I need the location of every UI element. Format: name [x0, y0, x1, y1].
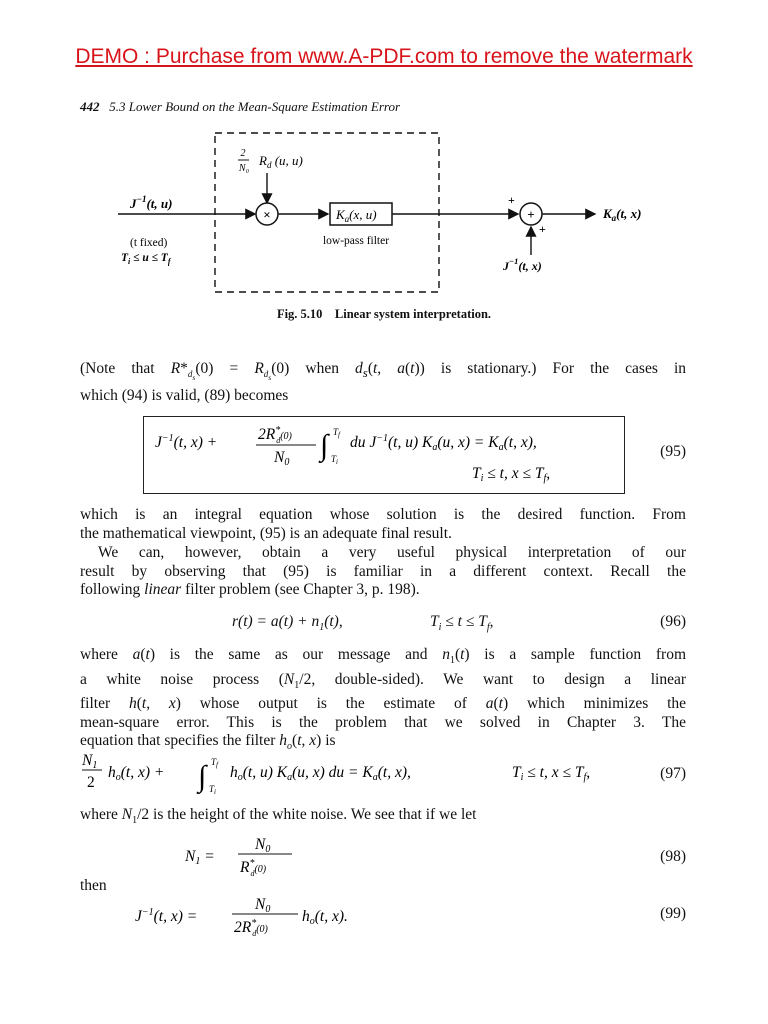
- paragraph-interpretation-line1: We can, however, obtain a very useful physical interpretation of our: [98, 544, 686, 561]
- svg-text:N1 =: N1 =: [185, 848, 215, 867]
- section-title: 5.3 Lower Bound on the Mean-Square Estimation Error: [109, 99, 401, 114]
- paragraph-integral-line1: which is an integral equation whose solution is the desired function. From: [80, 506, 686, 523]
- paragraph-integral: [80, 506, 686, 543]
- equation-99-number: (99): [660, 905, 686, 922]
- block-diagram: [0, 120, 768, 305]
- filter-label: $K_a(x$, u): [336, 207, 377, 224]
- svg-text:Ti ≤ t, x ≤ Tf,: Ti ≤ t, x ≤ Tf,: [512, 764, 591, 783]
- svg-text:2R*d(0): 2R* $d^{(0)}$: [234, 918, 268, 938]
- range-label: $T_i \le u \le T_f$: [121, 252, 171, 266]
- watermark-link[interactable]: DEMO : Purchase from www.A-PDF.com to remove the watermark: [75, 45, 693, 68]
- svg-text:Ti: $T_i$: [331, 454, 338, 466]
- equation-98: [180, 832, 320, 882]
- svg-text:J−1(t, x) +: $J^{-1}(t$, x) +: [155, 433, 218, 451]
- equation-96-number: (96): [660, 613, 686, 630]
- equation-97-number: (97): [660, 765, 686, 782]
- summer-plus-bottom: +: [539, 222, 546, 236]
- dashed-boundary: [215, 133, 439, 292]
- svg-text:N1: N1: [82, 752, 98, 771]
- running-header: [80, 99, 400, 115]
- summer-plus-top: +: [508, 193, 515, 207]
- equation-97: [80, 748, 640, 798]
- paragraph-integral-line2: the mathematical viewpoint, (95) is an adequate final result.: [80, 524, 452, 542]
- equation-99: [130, 892, 390, 942]
- svg-text:N0: N0: [274, 449, 290, 468]
- svg-text:du J−1(t, u) Ka(u, x) = Ka(t,: du $J^{-1}(t$, u) Ka(u, x) = Ka(t, x),: [350, 433, 537, 453]
- equation-96-range: $T_i \le t \le T_f$,: [430, 613, 494, 634]
- paragraph-white-noise: where $N_1/2$ is the height of the white noise. We see that if we let: [80, 806, 477, 827]
- figure-caption-text: Linear system interpretation.: [334, 307, 492, 321]
- filter-caption: low-pass filter: [322, 235, 390, 247]
- paragraph-interpretation-line3: following linear filter problem (see Chapter 3, p. 198).: [80, 581, 420, 598]
- svg-text:Tf: $T_f$: [211, 757, 218, 769]
- paragraph-interpretation: [80, 544, 686, 600]
- equation-96: $r(t) = a(t) + n_1(t)$,: [232, 613, 343, 634]
- svg-text:2R*d(0): 2R* $d^{(0)}$: [258, 425, 292, 445]
- figure-label: Fig. 5.10: [276, 307, 323, 321]
- paragraph-note-line2: which (94) is valid, (89) becomes: [80, 387, 289, 405]
- svg-text:ho(t, x) +: ho(t, x) +: [108, 764, 165, 783]
- svg-text:N0: N0: [255, 836, 271, 855]
- svg-text:Ti ≤ t, x ≤ Tf,: Ti ≤ t, x ≤ Tf,: [472, 465, 551, 484]
- equation-95-number: (95): [660, 443, 686, 460]
- t-fixed-label: (t fixed): [130, 237, 168, 249]
- svg-text:ho(t, u) Ka(u, x) du = Ka(t, x: ho(t, u) Ka(u, x) du = Ka(t, x),: [230, 764, 411, 783]
- bottom-input-label: $J^{-1}(t$, x): [503, 256, 542, 273]
- paragraph-interpretation-line2: result by observing that (95) is familiar in a different context. Recall the: [80, 562, 686, 580]
- svg-text:2: 2: [87, 774, 95, 791]
- paragraph-filter-line4: mean-square error. This is the problem that we solved in Chapter 3. The: [80, 713, 686, 731]
- equation-98-number: (98): [660, 848, 686, 865]
- multiplier-symbol: ×: [263, 207, 271, 222]
- input-label: $J^{-1}(t$, u): [130, 194, 173, 211]
- svg-text:∫: ∫: [198, 760, 207, 793]
- page-number: 442: [80, 99, 100, 114]
- gain-fraction-num: 2: [240, 148, 246, 159]
- equation-95: [150, 418, 620, 490]
- paragraph-note: (Note that $R*_{d_s}(0) = R_{d_s}(0)$ when $d_s(t$, a(t)) is stationary.) For the cases in which (94) is valid, (89) becomes: [80, 360, 686, 405]
- svg-text:N0: N0: [255, 896, 271, 915]
- text-then-word: then: [80, 877, 107, 894]
- output-label: $K_a(t$, x): [603, 206, 642, 223]
- svg-text:ho(t, x).: ho(t, x).: [302, 908, 348, 927]
- figure-caption: [0, 307, 768, 322]
- svg-text:Ti: $T_i$: [209, 784, 216, 796]
- svg-text:Tf: $T_f$: [333, 427, 340, 439]
- paragraph-filter: where a(t) is the same as our message and $n_1(t)$ is a sample function from a white noise process ($N_1/2$, double-sided). We want to design a linear filter h(t, x) whose output is the estimate of a(t) which minimizes the mean-square error. This is the problem that we solved in Chapter 3. The equation that specifies the filter $h_o(t$, x) is: [80, 646, 687, 753]
- summer-symbol: +: [527, 207, 535, 222]
- svg-text:R*d(0): R* $d^{(0)}$: [240, 858, 267, 878]
- svg-text:J−1(t, x) =: $J^{-1}(t$, x) =: [135, 907, 198, 925]
- gain-label: $R_d$ (u, u): [259, 153, 303, 170]
- svg-text:∫: ∫: [320, 429, 329, 462]
- gain-fraction-den: N₀: [238, 163, 250, 174]
